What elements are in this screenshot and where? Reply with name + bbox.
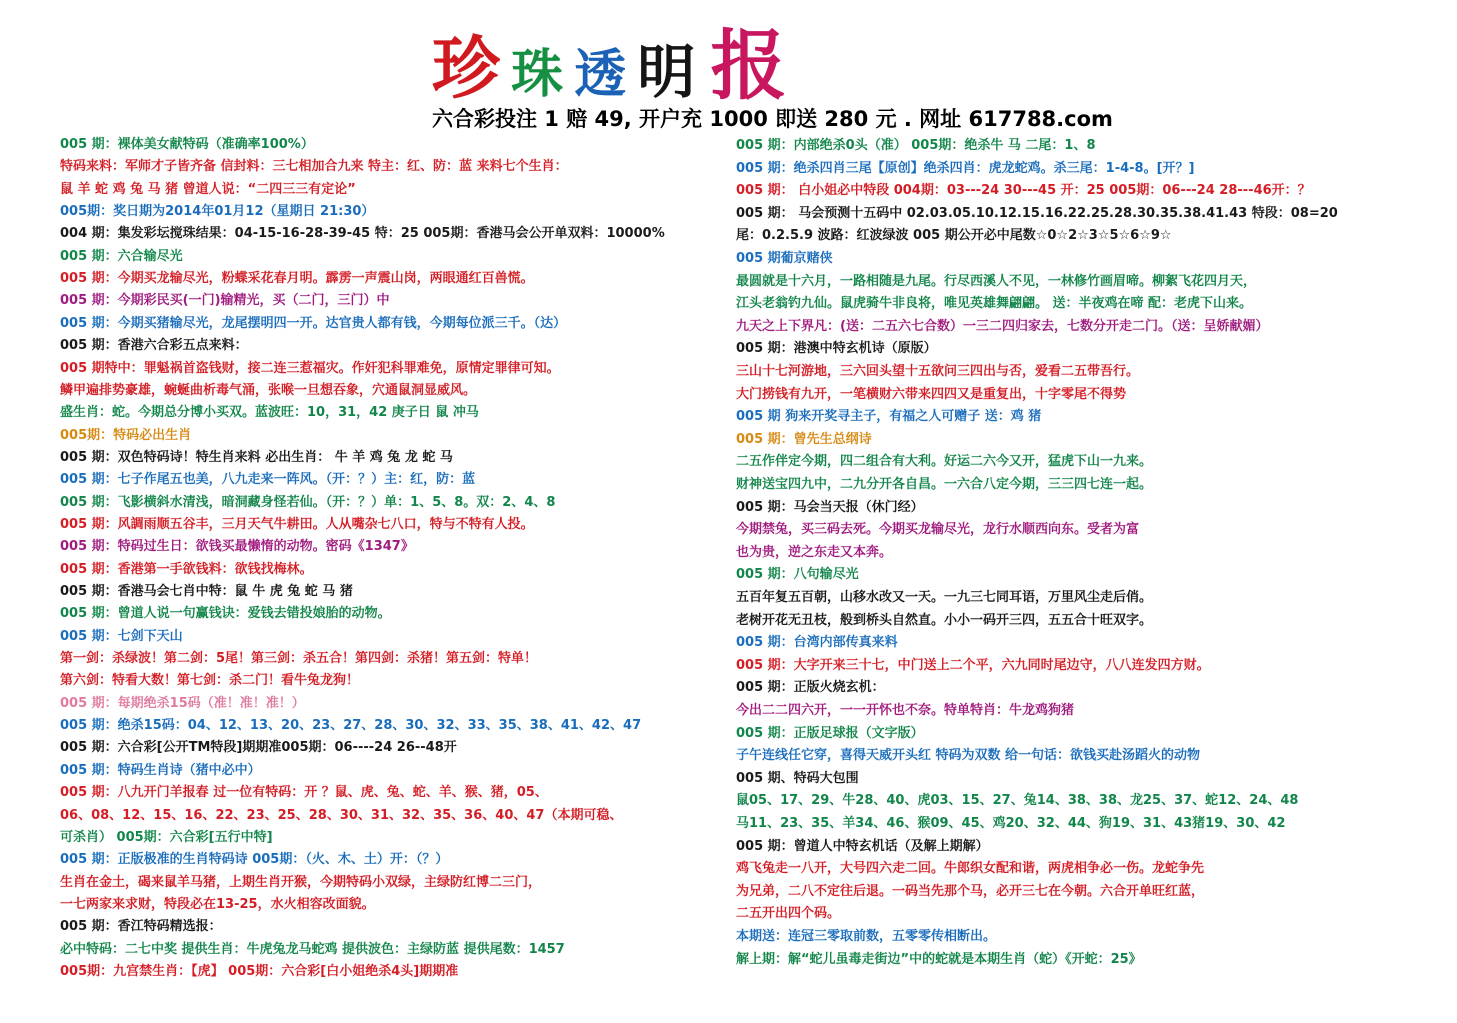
text-line: 005 期：台湾内部传真来料 (736, 635, 898, 651)
text-line: 005 期：今期买猪输尽光，龙尾摆明四一开。达官贵人都有钱，今期每位派三千。（达） (60, 315, 567, 331)
text-line: 005 期：双色特码诗！特生肖来料 必出生肖： 牛 羊 鸡 兔 龙 蛇 马 (60, 449, 453, 465)
text-line: 005 期：曾先生总纲诗 (736, 431, 872, 447)
text-line: 本期送：连冠三零取前数，五零零传相断出。 (736, 929, 997, 944)
text-line: 最圆就是十六月，一路相随是九尾。行尽西溪人不见，一林修竹画眉啼。柳絮飞花四月天， (736, 273, 1257, 289)
title-char-4: 明 (637, 38, 696, 106)
text-line: 005 期：曾道人中特玄机话（及解上期解） (736, 838, 989, 854)
text-line: 特码来料：军师才子皆齐备 信封料：三七相加合九来 特主：红、防：蓝 来料七个生肖： (60, 159, 568, 175)
text-line: 尾：0.2.5.9 波路：红波绿波 005 期公开必中尾数☆0☆2☆3☆5☆6☆9☆ (736, 228, 1172, 244)
text-line: 005 期： 马会预测十五码中 02.03.05.10.12.15.16.22.25.28.30.35.38.41.43 特段：08=20 (736, 205, 1338, 221)
text-line: 鸡飞兔走一八开，大号四六走二回。牛郎织女配和谐，两虎相争必一伤。龙蛇争先 (736, 861, 1205, 877)
text-line: 005期：九宫禁生肖：【虎】 005期：六合彩[白小姐绝杀4头]期期准 (60, 963, 459, 979)
title-char-3: 透 (574, 44, 627, 105)
text-line: 江头老翁钓九仙。鼠虎骑牛非良将，唯见英雄舞翩翩。 送：半夜鸡在啼 配：老虎下山来。 (736, 296, 1253, 312)
text-line: 005 期：飞影横斜水清浅，暗洞藏身怪若仙。（开：？）单：1、5、8。双：2、4、8 (60, 494, 556, 510)
text-line: 005 期：正版火烧玄机： (736, 680, 885, 696)
text-line: 005 期、特码大包围 (736, 770, 859, 786)
text-line: 005 期：特码过生日：欲钱买最懒惰的动物。密码《1347》 (60, 539, 414, 555)
text-line: 005 期：香港马会七肖中特：鼠 牛 虎 兔 蛇 马 猪 (60, 584, 353, 599)
text-line: 大门捞钱有九开，一笔横财六带来四四又是重复出，十字零尾不得势 (736, 386, 1127, 402)
text-line: 第一剑：杀绿波！第二剑：5尾！第三剑：杀五合！第四剑：杀猪！第五剑：特单！ (60, 651, 538, 667)
text-line: 005 期 狗来开奖寻主子，有福之人可赠子 送：鸡 猪 (736, 409, 1042, 425)
text-line: 鼠05、17、29、牛28、40、虎03、15、27、兔14、38、38、龙25、37、蛇12、24、48 (736, 793, 1299, 809)
text-line: 005 期：今期买龙输尽光，粉蝶采花春月明。霹雳一声震山岗，两眼通红百兽慌。 (60, 271, 534, 287)
text-line: 005 期：七剑下天山 (60, 628, 183, 644)
text-line: 005 期：风調雨顺五谷丰，三月天气牛耕田。人从嘴杂七八口，特与不特有人投。 (60, 516, 534, 532)
text-line: 005 期：香港第一手欲钱料：欲钱找梅林。 (60, 561, 313, 577)
text-line: 一七两家来求财，特段必在13-25，水火相容改面貌。 (60, 896, 375, 912)
text-line: 鳞甲遍排势豪雄，蜿蜒曲析毒气涌，张喉一旦想吞象，穴通鼠洞显威风。 (60, 382, 477, 398)
text-line: 005 期：六合彩[公开TM特段]期期准005期：06----24 26--48开 (60, 740, 457, 756)
text-line: 五百年复五百朝，山移水改又一天。一九三七同耳语，万里风尘走后俏。 (736, 590, 1153, 605)
text-line: 二五开出四个码。 (736, 906, 841, 922)
text-line: 三山十七河游地，三六回头望十五欲问三四出与否，爱看二五带吾行。 (736, 364, 1140, 379)
title-char-2: 珠 (511, 44, 564, 105)
text-line: 005期：奖日期为2014年01月12（星期日 21:30） (60, 204, 375, 220)
text-line: 005 期：裸体美女献特码（准确率100%） (60, 137, 314, 152)
text-line: 004 期：集发彩坛搅珠结果：04-15-16-28-39-45 特：25 005期：香港马会公开单双料：10000% (60, 226, 665, 242)
text-line: 005 期：八句输尽光 (736, 567, 859, 583)
text-line: 005 期：七子作尾五也美，八九走来一阵风。（开：？）主：红，防：蓝 (60, 472, 476, 488)
text-line: 解上期：解“蛇儿虽毒走街边”中的蛇就是本期生肖（蛇）《开蛇：25》 (736, 951, 1142, 967)
text-line: 第六剑：特看大数！第七剑：杀二门！看牛兔龙狗！ (60, 673, 360, 689)
text-line: 005 期：今期彩民买(一门)输精光，买（二门，三门）中 (60, 293, 390, 309)
text-line: 005 期：绝杀15码：04、12、13、20、23、27、28、30、32、33、35、38、41、42、47 (60, 718, 642, 734)
text-line: 也为贵，逆之东走又本奔。 (736, 544, 893, 560)
text-line: 005 期：绝杀四肖三尾【原创】绝杀四肖：虎龙蛇鸡。杀三尾：1-4-8。[开？] (736, 160, 1195, 176)
text-line: 005 期葡京赌侠 (736, 251, 833, 266)
text-line: 005 期：大字开来三十七，中门送上二个平，六九同时尾边守，八八连发四方财。 (736, 657, 1210, 673)
text-line: 盛生肖：蛇。今期总分博小买双。蓝波旺：10，31，42 庚子日 鼠 冲马 (60, 405, 479, 421)
text-line: 二五作伴定今期，四二组合有大利。好运二六今又开，猛虎下山一九来。 (736, 454, 1153, 470)
text-line: 005 期：曾道人说一句赢钱诀：爱钱去错投娘胎的动物。 (60, 606, 391, 622)
masthead-title (432, 21, 787, 110)
text-line: 005 期：八九开门羊报春 过一位有特码：开 ？鼠、虎、兔、蛇、羊、猴、猪，05、 (60, 785, 548, 801)
title-char-5: 报 (710, 21, 787, 110)
slogan-banner: 六合彩投注 1 赔 49, 开户充 1000 即送 280 元 . 网址 617788.com (432, 107, 1113, 131)
text-line: 005 期：每期绝杀15码（准！准！准！） (60, 695, 305, 711)
text-line: 005 期： 白小姐必中特段 004期：03---24 30---45 开：25 005期：06---24 28---46开：？ (736, 183, 1311, 199)
text-line: 005 期：特码生肖诗（猪中必中） (60, 762, 261, 778)
text-line: 005 期：马会当天报（休门经） (736, 499, 924, 515)
text-line: 子午连线任它穿，喜得天威开头红 特码为双数 给一句话：欲钱买赴汤蹈火的动物 (736, 748, 1201, 764)
text-line: 生肖在金土，碣来鼠羊马猪，上期生肖开猴，今期特码小双绿，主绿防红博二三门， (60, 874, 542, 890)
text-line: 为兄弟，二八不定往后退。一码当先那个马，必开三七在今朝。六合开单旺红蓝， (736, 883, 1205, 899)
text-line: 005 期：六合输尽光 (60, 248, 183, 264)
text-line: 财神送宝四九中，二九分开各自昌。一六合八定今期，三三四七连一起。 (736, 477, 1153, 492)
text-line: 005 期：港澳中特玄机诗（原版） (736, 341, 937, 357)
title-char-1: 珍 (432, 29, 501, 109)
text-line: 005 期：正版极准的生肖特码诗 005期：（火、木、土）开：（？） (60, 852, 449, 868)
text-line: 老树开花无丑枝，般到桥头自然直。小小一码开三四，五五合十旺双字。 (736, 612, 1153, 628)
text-line: 可杀肖） 005期：六合彩[五行中特] (60, 829, 273, 845)
text-line: 鼠 羊 蛇 鸡 兔 马 猪 曾道人说：“二四三三有定论” (60, 181, 356, 197)
text-line: 今期禁兔，买三码去死。今期买龙输尽光，龙行水顺西向东。受者为富 (736, 522, 1140, 538)
text-line: 必中特码：二七中奖 提供生肖：牛虎兔龙马蛇鸡 提供波色：主绿防蓝 提供尾数：1457 (60, 941, 565, 957)
text-line: 九天之上下界凡：(送：二五六七合数）一三二四归家去，七数分开走二门。（送：呈娇献媚） (736, 318, 1269, 334)
text-line: 005期：特码必出生肖 (60, 427, 192, 443)
text-line: 005 期：香江特码精选报： (60, 919, 222, 935)
text-line: 005 期：正版足球报（文字版） (736, 725, 924, 741)
text-line: 马11、23、35、羊34、46、猴09、45、鸡20、32、44、狗19、31、43猪19、30、42 (736, 816, 1286, 831)
text-line: 005 期特中：罪魁祸首盗钱财，接二连三惹福灾。作奸犯科罪难免，原情定罪律可知。 (60, 360, 560, 376)
text-line: 06、08、12、15、16、22、23、25、28、30、31、32、35、36、40、47（本期可稳、 (60, 807, 623, 823)
text-line: 005 期：内部绝杀0头（准） 005期：绝杀牛 马 二尾：1、8 (736, 138, 1096, 153)
text-line: 今出二二四六开，一一开怀也不奈。特单特肖：牛龙鸡狗猪 (736, 703, 1075, 718)
text-line: 005 期：香港六合彩五点来料： (60, 338, 248, 354)
